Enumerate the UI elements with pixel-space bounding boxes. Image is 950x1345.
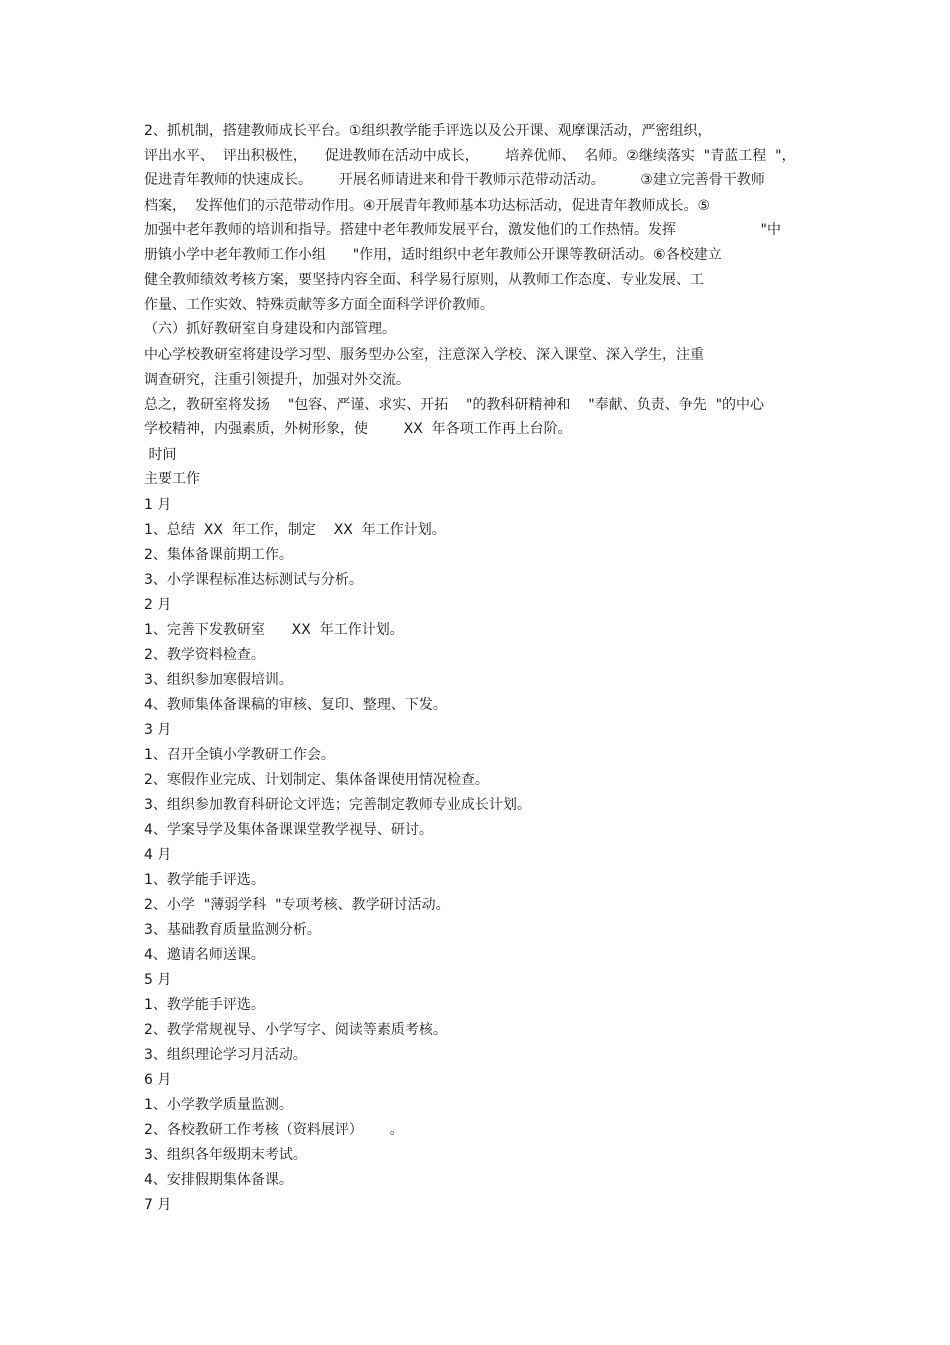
paragraph-line: 调查研究，注重引领提升，加强对外交流。 [144,372,410,388]
schedule-item: 2、各校教研工作考核（资料展评） 。 [144,1122,404,1138]
schedule-item: 1、教学能手评选。 [144,997,265,1013]
paragraph-line: 加强中老年教师的培训和指导。搭建中老年教师发展平台，激发他们的工作热情。发挥 "中 [144,222,781,238]
schedule-item: 2、教学常规视导、小学写字、阅读等素质考核。 [144,1022,447,1038]
schedule-item: 3、小学课程标准达标测试与分析。 [144,572,363,588]
schedule-item: 2、教学资料检查。 [144,647,265,663]
paragraph-line: 2、抓机制，搭建教师成长平台。①组织教学能手评选以及公开课、观摩课活动，严密组织， [144,123,712,139]
schedule-time-label: 时间 [144,447,177,463]
paragraph-line: 总之，教研室将发扬 "包容、严谨、求实、开拓 "的教科研精神和 "奉献、负责、争先 "的中心 [144,397,765,413]
schedule-item: 4、教师集体备课稿的审核、复印、整理、下发。 [144,697,447,713]
schedule-item: 2、集体备课前期工作。 [144,547,293,563]
section-heading: （六）抓好教研室自身建设和内部管理。 [144,321,396,337]
schedule-item: 4、学案导学及集体备课课堂教学视导、研讨。 [144,822,433,838]
schedule-item: 1、完善下发教研室 XX 年工作计划。 [144,622,404,638]
month-heading: 7 月 [144,1197,172,1213]
schedule-item: 2、寒假作业完成、计划制定、集体备课使用情况检查。 [144,772,489,788]
paragraph-line: 中心学校教研室将建设学习型、服务型办公室，注意深入学校、深入课堂、深入学生，注重 [144,347,704,363]
paragraph-line: 册镇小学中老年教师工作小组 "作用，适时组织中老年教师公开课等教研活动。⑥各校建立 [144,247,722,263]
schedule-item: 3、基础教育质量监测分析。 [144,922,321,938]
month-heading: 5 月 [144,972,172,988]
schedule-work-label: 主要工作 [144,471,200,487]
schedule-item: 3、组织理论学习月活动。 [144,1047,307,1063]
schedule-item: 2、小学 "薄弱学科 "专项考核、教学研讨活动。 [144,897,450,913]
month-heading: 6 月 [144,1072,172,1088]
schedule-item: 3、组织参加教育科研论文评选；完善制定教师专业成长计划。 [144,797,531,813]
schedule-item: 1、召开全镇小学教研工作会。 [144,747,335,763]
paragraph-line: 作量、工作实效、特殊贡献等多方面全面科学评价教师。 [144,297,494,313]
month-heading: 2 月 [144,597,172,613]
schedule-item: 4、邀请名师送课。 [144,947,265,963]
schedule-item: 3、组织各年级期末考试。 [144,1147,307,1163]
month-heading: 1 月 [144,497,172,513]
schedule-item: 3、组织参加寒假培训。 [144,672,293,688]
schedule-item: 1、总结 XX 年工作，制定 XX 年工作计划。 [144,522,446,538]
month-heading: 4 月 [144,847,172,863]
paragraph-line: 学校精神，内强素质，外树形象，使 XX 年各项工作再上台阶。 [144,421,572,437]
paragraph-line: 档案， 发挥他们的示范带动作用。④开展青年教师基本功达标活动，促进青年教师成长。⑤ [144,198,710,214]
schedule-item: 4、安排假期集体备课。 [144,1172,293,1188]
schedule-item: 1、小学教学质量监测。 [144,1097,293,1113]
month-heading: 3 月 [144,722,172,738]
paragraph-line: 评出水平、 评出积极性， 促进教师在活动中成长， 培养优师、 名师。②继续落实 "青蓝工程 "， [144,148,796,164]
paragraph-line: 促进青年教师的快速成长。 开展名师请进来和骨干教师示范带动活动。 ③建立完善骨干教师 [144,172,765,188]
paragraph-line: 健全教师绩效考核方案，要坚持内容全面、科学易行原则，从教师工作态度、专业发展、工 [144,272,704,288]
schedule-item: 1、教学能手评选。 [144,872,265,888]
